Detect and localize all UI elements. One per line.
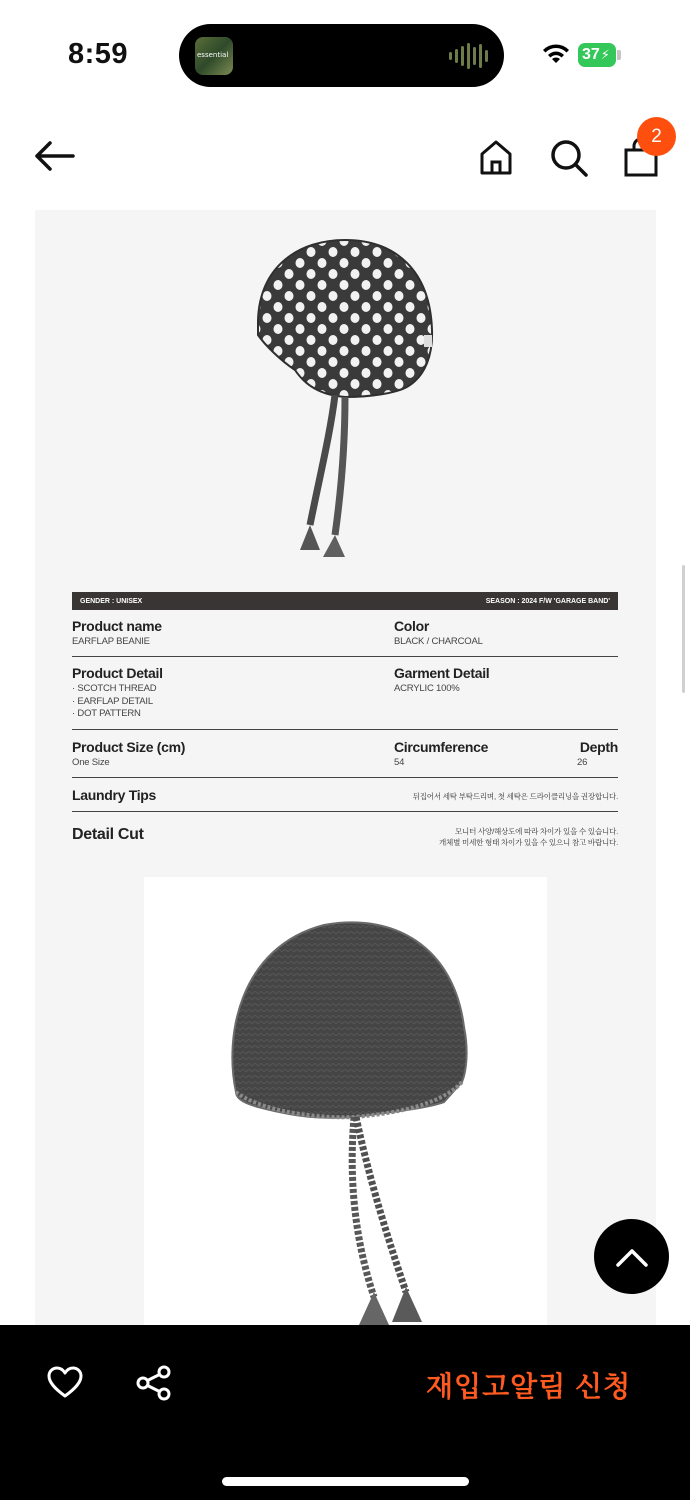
- dynamic-island[interactable]: [179, 24, 504, 87]
- product-detail-item: · DOT PATTERN: [72, 708, 141, 719]
- product-detail-item: · EARFLAP DETAIL: [72, 695, 153, 707]
- back-arrow-icon[interactable]: [34, 140, 76, 172]
- color-value: BLACK / CHARCOAL: [394, 636, 483, 647]
- spec-row-details: [72, 663, 618, 730]
- spec-row-laundry: [72, 785, 618, 812]
- restock-alert-button[interactable]: 재입고알림 신청: [426, 1371, 632, 1402]
- detail-note-line: 개체별 미세한 형태 차이가 있을 수 있으니 참고 바랍니다.: [439, 838, 618, 847]
- audio-wave-icon: [449, 42, 488, 70]
- product-name-value: EARFLAP BEANIE: [72, 636, 150, 647]
- depth-value: 26: [577, 757, 588, 768]
- now-playing-label: essential: [197, 51, 229, 59]
- wifi-icon: [541, 43, 571, 65]
- polka-dot-beanie-image: [250, 235, 440, 560]
- knit-beanie-image: [144, 877, 547, 1325]
- charging-icon: ⚡: [600, 47, 610, 62]
- battery-cap: [617, 50, 621, 60]
- garment-detail-value: ACRYLIC 100%: [394, 683, 460, 694]
- spec-row-size: [72, 737, 618, 778]
- circumference-value: 54: [394, 757, 405, 768]
- status-bar: [0, 0, 690, 110]
- heart-icon[interactable]: [46, 1365, 84, 1399]
- detail-note-line: 모니터 사양/해상도에 따라 차이가 있을 수 있습니다.: [454, 827, 618, 836]
- search-icon[interactable]: [549, 138, 589, 178]
- product-detail-label: Product Detail: [72, 665, 163, 681]
- circumference-label: Circumference: [394, 739, 489, 755]
- color-label: Color: [394, 618, 430, 634]
- now-playing-artwork: [195, 37, 233, 75]
- top-navigation: [0, 110, 690, 210]
- battery-level: 37: [582, 46, 600, 63]
- season-text: SEASON : 2024 F/W 'GARAGE BAND': [485, 597, 610, 605]
- detail-cut-image: [144, 877, 547, 1325]
- product-size-label: Product Size (cm): [72, 739, 186, 755]
- laundry-tips-note: 뒤집어서 세탁 부탁드리며, 첫 세탁은 드라이클리닝을 권장합니다.: [412, 792, 618, 801]
- garment-detail-label: Garment Detail: [394, 665, 490, 681]
- product-detail-item: · SCOTCH THREAD: [72, 683, 157, 694]
- product-size-value: One Size: [72, 757, 110, 768]
- bottom-action-bar: [0, 1325, 690, 1500]
- spec-row-name-color: [72, 616, 618, 657]
- product-detail-content: [35, 210, 656, 1325]
- product-name-label: Product name: [72, 618, 162, 634]
- detail-cut-label: Detail Cut: [72, 826, 144, 843]
- scrollbar[interactable]: [682, 565, 685, 693]
- home-icon[interactable]: [477, 138, 515, 176]
- depth-label: Depth: [579, 739, 618, 755]
- cart-count-badge: 2: [637, 117, 676, 156]
- battery-indicator: [578, 43, 616, 67]
- scroll-to-top-button[interactable]: [594, 1219, 669, 1294]
- chevron-up-icon: [615, 1246, 649, 1268]
- status-time: 8:59: [68, 38, 129, 70]
- detail-cut-header: [72, 824, 618, 864]
- share-icon[interactable]: [135, 1365, 173, 1401]
- laundry-tips-label: Laundry Tips: [72, 787, 157, 803]
- gender-season-bar: [72, 592, 618, 610]
- gender-text: GENDER : UNISEX: [80, 597, 143, 605]
- home-indicator[interactable]: [222, 1477, 469, 1486]
